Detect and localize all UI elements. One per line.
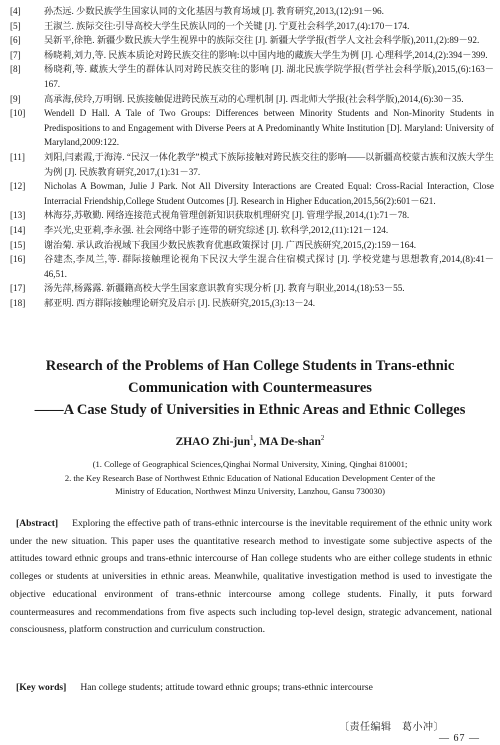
reference-number: [13] [10, 210, 26, 221]
affiliation-line: 2. the Key Research Base of Northwest Ethnic Education of National Education Development Center of the [64, 472, 436, 483]
reference-item [10, 4, 494, 19]
reference-number: [16] [10, 254, 26, 265]
author-name: ZHAO Zhi-jun [175, 435, 251, 448]
subtitle: ——A Case Study of Universities in Ethnic Areas and Ethnic Colleges [34, 402, 466, 418]
reference-item [10, 238, 494, 253]
author-affiliation-mark: 1 [250, 434, 254, 442]
reference-text: 谷建杰,李凤兰,等. 群际接触理论视角下民汉大学生混合住宿模式探讨 [J]. 学校党建与思想教育,2014,(8):41－46,51. [44, 254, 494, 279]
reference-number: [6] [10, 35, 21, 46]
affiliation-line: Ministry of Education, Northwest Minzu University, Lanzhou, Gansu 730030) [115, 486, 385, 496]
author-line [0, 434, 500, 448]
reference-text: 汤先萍,杨露露. 新疆籍高校大学生国家意识教育实现分析 [J]. 教育与职业,2014,(18):53－55. [44, 283, 405, 294]
reference-number: [12] [10, 181, 26, 192]
author-name: MA De-shan [259, 435, 321, 448]
reference-item [10, 33, 494, 48]
reference-item [10, 62, 494, 91]
reference-text: 李兴光,史亚莉,李永强. 社会网络中影子连带的研究综述 [J]. 软科学,2012,(11):121－124. [44, 224, 389, 235]
reference-text: 高承海,侯玲,万明钢. 民族接触促进跨民族互动的心理机制 [J]. 西北师大学报(社会科学版),2014,(6):30－35. [44, 93, 464, 104]
reference-text: Nicholas A Bowman, Julie J Park. Not All Diversity Interactions are Created Equal: Cross-Racial Interaction, Close Interracial Friendship,College Student Outcomes [J]. Research in Higher Education,2015,56(2):601－621. [44, 181, 494, 206]
abstract [10, 515, 492, 639]
reference-item [10, 281, 494, 296]
reference-text: 林海芬,苏敬勤. 网络连接范式视角管理创新知识获取机理研究 [J]. 管理学报,2014,(1):71－78. [44, 210, 410, 221]
editor-note: 〔责任编辑 葛小冲〕 [339, 722, 444, 733]
reference-number: [14] [10, 224, 26, 235]
reference-text: 杨晓莉,等. 藏族大学生的群体认同对跨民族交往的影响 [J]. 湖北民族学院学报(哲学社会科学版),2015,(6):163－167. [44, 64, 494, 89]
reference-number: [18] [10, 297, 26, 308]
reference-text: 刘阳,闫素霞,于海涛. “民汉一体化教学”模式下族际接触对跨民族交往的影响——以新疆高校蒙古族和汉族大学生为例 [J]. 民族教育研究,2017,(1):31－37. [44, 151, 494, 177]
reference-number: [5] [10, 20, 21, 31]
reference-item [10, 252, 494, 281]
reference-number: [4] [10, 6, 21, 16]
reference-list [10, 4, 494, 310]
title-line: Communication with Countermeasures [128, 380, 372, 396]
reference-item [10, 150, 494, 179]
reference-item [10, 223, 494, 238]
keywords-label: [Key words] [16, 682, 67, 693]
reference-text: 吴新平,徐艳. 新疆少数民族大学生视界中的族际交往 [J]. 新疆大学学报(哲学人文社会科学版),2011,(2):89－92. [44, 35, 480, 46]
author-affiliation-mark: 2 [320, 434, 325, 442]
affiliation-line: (1. College of Geographical Sciences,Qinghai Normal University, Xining, Qinghai 810001; [92, 459, 408, 469]
reference-item [10, 92, 494, 107]
reference-text: Wendell D Hall. A Tale of Two Groups: Differences between Minority Students and Non-Minority Students in Predispositions to and Engagement with Diverse Peers at A Predominantly White Institution [D]. Maryland: University of Maryland,2009:122. [44, 108, 494, 148]
reference-item [10, 48, 494, 63]
reference-number: [10] [10, 108, 26, 119]
reference-number: [7] [10, 49, 21, 60]
reference-number: [9] [10, 93, 21, 104]
keywords [10, 682, 492, 693]
affiliations [20, 458, 480, 499]
reference-text: 郝亚明. 西方群际接触理论研究及启示 [J]. 民族研究,2015,(3):13－24. [44, 297, 316, 308]
abstract-text: Exploring the effective path of trans-ethnic intercourse is the inevitable requirement of the ethnic unity work under the new situation. This paper uses the quantitative research method to investigate some subjective aspects of the attitudes toward ethnic groups and trans-ethnic intercourse of Han college students who are either college students in ethnic colleges or students at universities in ethnic areas. Meanwhile, qualitative investigation method is used to investigate the objective educational environment of trans-ethnic intercourse among college students. Finally, it puts forward countermeasures and recommendations from five aspects such including top-level design, strategic advancement, national consciousness, platform construction and curriculum construction. [10, 518, 492, 636]
title-line: Research of the Problems of Han College Students in Trans-ethnic [45, 358, 455, 374]
author-separator: , [253, 435, 260, 448]
keywords-text: Han college students; attitude toward ethnic groups; trans-ethnic intercourse [80, 682, 373, 693]
reference-item [10, 296, 494, 311]
reference-number: [15] [10, 239, 26, 250]
page-number: — 67 — [439, 733, 480, 744]
reference-text: 王淑兰. 族际交往:引导高校大学生民族认同的一个关键 [J]. 宁夏社会科学,2017,(4):170－174. [44, 20, 410, 31]
reference-item [10, 106, 494, 150]
reference-item [10, 208, 494, 223]
reference-item [10, 179, 494, 208]
reference-item [10, 19, 494, 34]
reference-text: 孙杰远. 少数民族学生国家认同的文化基因与教育场域 [J]. 教育研究,2013,(12):91－96. [44, 6, 384, 16]
reference-number: [11] [10, 151, 25, 162]
reference-text: 谢治菊. 承认政治视域下我国少数民族教育优惠政策探讨 [J]. 广西民族研究,2015,(2):159－164. [44, 239, 417, 250]
reference-number: [8] [10, 64, 21, 75]
article-title [0, 355, 500, 421]
reference-number: [17] [10, 283, 26, 294]
reference-text: 杨晓莉,刘力,等. 民族本质论对跨民族交往的影响:以中国内地的藏族大学生为例 [J]. 心理科学,2014,(2):394－399. [44, 49, 488, 60]
abstract-label: [Abstract] [16, 518, 59, 529]
